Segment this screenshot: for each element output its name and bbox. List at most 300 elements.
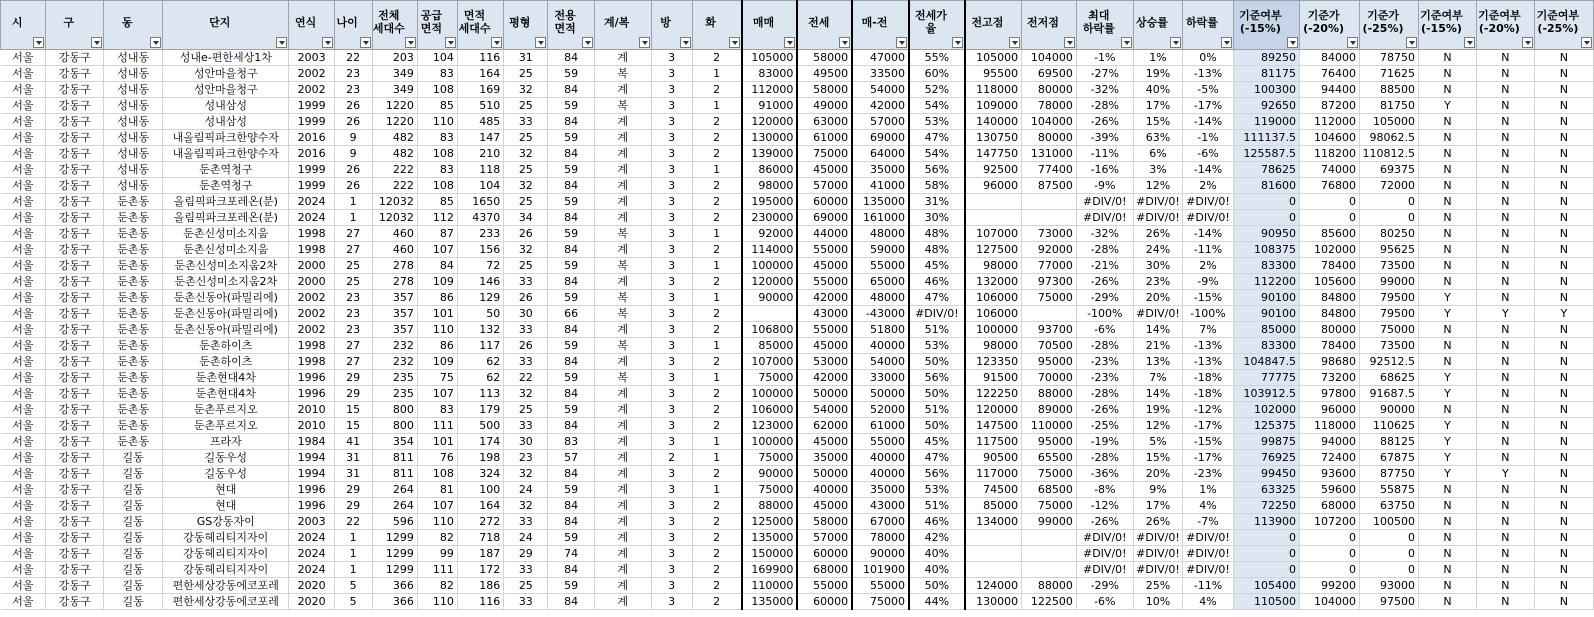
table-cell[interactable]: 6%: [1133, 146, 1182, 162]
table-cell[interactable]: 59: [548, 226, 594, 242]
table-cell[interactable]: 106000: [965, 290, 1022, 306]
table-cell[interactable]: 계: [594, 178, 651, 194]
filter-dropdown-icon[interactable]: [1287, 37, 1298, 48]
table-cell[interactable]: 3: [651, 546, 692, 562]
table-cell[interactable]: N: [1476, 354, 1534, 370]
table-cell[interactable]: 111: [417, 418, 457, 434]
table-cell[interactable]: 계: [594, 274, 651, 290]
table-cell[interactable]: 95000: [1022, 434, 1077, 450]
table-cell[interactable]: 0: [1300, 530, 1360, 546]
table-cell[interactable]: 67000: [852, 514, 909, 530]
table-cell[interactable]: 강동구: [46, 498, 104, 514]
table-cell[interactable]: 둔촌푸르지오: [163, 402, 289, 418]
table-cell[interactable]: 길동: [104, 498, 163, 514]
table-cell[interactable]: 83300: [1233, 338, 1299, 354]
table-cell[interactable]: N: [1476, 338, 1534, 354]
table-cell[interactable]: 72: [457, 258, 503, 274]
table-cell[interactable]: 83: [417, 66, 457, 82]
table-cell[interactable]: 92500: [965, 162, 1022, 178]
table-cell[interactable]: 길동우성: [163, 450, 289, 466]
table-cell[interactable]: 87750: [1360, 466, 1419, 482]
table-cell[interactable]: 94400: [1300, 82, 1360, 98]
table-cell[interactable]: #DIV/0!: [1076, 562, 1133, 578]
table-cell[interactable]: 132000: [965, 274, 1022, 290]
table-cell[interactable]: 25: [504, 66, 548, 82]
table-cell[interactable]: 102000: [1233, 402, 1299, 418]
table-cell[interactable]: 1999: [289, 178, 334, 194]
table-cell[interactable]: 75000: [742, 450, 798, 466]
table-cell[interactable]: 강동구: [46, 130, 104, 146]
table-cell[interactable]: 195000: [742, 194, 798, 210]
table-cell[interactable]: 69500: [1022, 66, 1077, 82]
table-cell[interactable]: 강동헤리티지자이: [163, 530, 289, 546]
table-cell[interactable]: N: [1476, 146, 1534, 162]
table-cell[interactable]: 3: [651, 594, 692, 610]
table-cell[interactable]: 120000: [742, 114, 798, 130]
table-cell[interactable]: 성내삼성: [163, 114, 289, 130]
table-cell[interactable]: 23: [334, 66, 372, 82]
table-cell[interactable]: N: [1534, 530, 1593, 546]
table-cell[interactable]: 88000: [1022, 578, 1077, 594]
table-cell[interactable]: 58000: [797, 50, 852, 66]
table-cell[interactable]: 0: [1360, 562, 1419, 578]
table-cell[interactable]: 2024: [289, 194, 334, 210]
table-cell[interactable]: 강동구: [46, 50, 104, 66]
table-cell[interactable]: 101900: [852, 562, 909, 578]
table-cell[interactable]: 성내동: [104, 98, 163, 114]
table-cell[interactable]: N: [1476, 402, 1534, 418]
table-cell[interactable]: 32: [504, 242, 548, 258]
table-cell[interactable]: 1: [692, 290, 741, 306]
table-cell[interactable]: 30: [504, 434, 548, 450]
table-cell[interactable]: 서울: [1, 290, 46, 306]
table-cell[interactable]: 2024: [289, 530, 334, 546]
table-cell[interactable]: 33500: [852, 66, 909, 82]
table-cell[interactable]: 264: [372, 482, 417, 498]
table-cell[interactable]: 길동: [104, 562, 163, 578]
table-cell[interactable]: 서울: [1, 434, 46, 450]
table-cell[interactable]: 172: [457, 562, 503, 578]
table-cell[interactable]: 62: [457, 370, 503, 386]
table-cell[interactable]: 3: [651, 498, 692, 514]
column-header[interactable]: [742, 1, 798, 50]
table-cell[interactable]: 17%: [1133, 498, 1182, 514]
table-cell[interactable]: 84: [548, 82, 594, 98]
table-cell[interactable]: 42000: [797, 290, 852, 306]
column-header[interactable]: [965, 1, 1022, 50]
table-cell[interactable]: 99450: [1233, 466, 1299, 482]
table-cell[interactable]: 68500: [1022, 482, 1077, 498]
table-cell[interactable]: -14%: [1183, 226, 1234, 242]
table-cell[interactable]: 92000: [742, 226, 798, 242]
table-cell[interactable]: 84800: [1300, 290, 1360, 306]
table-cell[interactable]: 25: [334, 274, 372, 290]
table-cell[interactable]: 79500: [1360, 306, 1419, 322]
table-cell[interactable]: 156: [457, 242, 503, 258]
table-cell[interactable]: 45000: [797, 258, 852, 274]
table-cell[interactable]: 25: [504, 258, 548, 274]
table-cell[interactable]: 485: [457, 114, 503, 130]
table-cell[interactable]: -26%: [1076, 274, 1133, 290]
table-cell[interactable]: 29: [504, 546, 548, 562]
table-cell[interactable]: 1998: [289, 226, 334, 242]
table-cell[interactable]: 계: [594, 434, 651, 450]
table-cell[interactable]: 강동구: [46, 370, 104, 386]
table-cell[interactable]: N: [1419, 242, 1477, 258]
table-cell[interactable]: 57000: [797, 530, 852, 546]
table-cell[interactable]: 서울: [1, 242, 46, 258]
table-cell[interactable]: 올림픽파크포레온(분): [163, 194, 289, 210]
table-cell[interactable]: 59000: [852, 242, 909, 258]
table-cell[interactable]: N: [1419, 498, 1477, 514]
filter-dropdown-icon[interactable]: [445, 37, 456, 48]
table-cell[interactable]: N: [1476, 514, 1534, 530]
table-cell[interactable]: 114000: [742, 242, 798, 258]
table-cell[interactable]: 계: [594, 402, 651, 418]
table-cell[interactable]: 90100: [1233, 306, 1299, 322]
table-cell[interactable]: 5: [334, 594, 372, 610]
table-cell[interactable]: N: [1534, 162, 1593, 178]
table-cell[interactable]: 51800: [852, 322, 909, 338]
table-cell[interactable]: 54000: [852, 82, 909, 98]
table-cell[interactable]: 35000: [852, 482, 909, 498]
column-header[interactable]: [1, 1, 46, 50]
table-cell[interactable]: 강동구: [46, 354, 104, 370]
filter-dropdown-icon[interactable]: [491, 37, 502, 48]
table-cell[interactable]: 둔촌동: [104, 338, 163, 354]
table-cell[interactable]: 104000: [1022, 50, 1077, 66]
table-cell[interactable]: 1: [692, 226, 741, 242]
table-cell[interactable]: 91687.5: [1360, 386, 1419, 402]
table-cell[interactable]: N: [1476, 82, 1534, 98]
table-cell[interactable]: -28%: [1076, 98, 1133, 114]
table-cell[interactable]: 성내동: [104, 114, 163, 130]
table-cell[interactable]: 3: [651, 194, 692, 210]
table-cell[interactable]: 둔촌신동아(파밀리에): [163, 322, 289, 338]
table-cell[interactable]: N: [1476, 450, 1534, 466]
table-cell[interactable]: 79500: [1360, 290, 1419, 306]
table-cell[interactable]: #DIV/0!: [909, 306, 965, 322]
table-cell[interactable]: 2%: [1183, 178, 1234, 194]
table-cell[interactable]: 84: [548, 146, 594, 162]
column-header[interactable]: [1133, 1, 1182, 50]
table-cell[interactable]: 57000: [797, 178, 852, 194]
table-cell[interactable]: 9: [334, 130, 372, 146]
table-cell[interactable]: 2: [692, 114, 741, 130]
table-cell[interactable]: 48000: [852, 226, 909, 242]
table-cell[interactable]: 100300: [1233, 82, 1299, 98]
table-cell[interactable]: [965, 546, 1022, 562]
table-cell[interactable]: 73500: [1360, 258, 1419, 274]
table-cell[interactable]: 75: [417, 370, 457, 386]
table-cell[interactable]: 97800: [1300, 386, 1360, 402]
table-cell[interactable]: 55%: [909, 50, 965, 66]
table-cell[interactable]: 232: [372, 354, 417, 370]
table-cell[interactable]: 2002: [289, 82, 334, 98]
table-cell[interactable]: [1022, 562, 1077, 578]
table-cell[interactable]: 47000: [852, 50, 909, 66]
table-cell[interactable]: 1999: [289, 98, 334, 114]
table-cell[interactable]: 84: [548, 178, 594, 194]
table-cell[interactable]: 2024: [289, 546, 334, 562]
table-cell[interactable]: 98062.5: [1360, 130, 1419, 146]
table-cell[interactable]: N: [1534, 258, 1593, 274]
table-cell[interactable]: 130750: [965, 130, 1022, 146]
table-cell[interactable]: 둔촌현대4차: [163, 370, 289, 386]
table-cell[interactable]: N: [1476, 226, 1534, 242]
table-cell[interactable]: 42000: [852, 98, 909, 114]
table-cell[interactable]: 63325: [1233, 482, 1299, 498]
table-cell[interactable]: 75000: [1022, 466, 1077, 482]
table-cell[interactable]: 강동구: [46, 594, 104, 610]
table-cell[interactable]: N: [1534, 66, 1593, 82]
table-cell[interactable]: 70500: [1022, 338, 1077, 354]
table-cell[interactable]: 59: [548, 98, 594, 114]
table-cell[interactable]: 2024: [289, 562, 334, 578]
table-cell[interactable]: 59: [548, 370, 594, 386]
table-cell[interactable]: N: [1476, 114, 1534, 130]
table-cell[interactable]: 20%: [1133, 466, 1182, 482]
table-cell[interactable]: 계: [594, 130, 651, 146]
table-cell[interactable]: 104847.5: [1233, 354, 1299, 370]
table-cell[interactable]: 복: [594, 370, 651, 386]
table-cell[interactable]: 2: [692, 402, 741, 418]
table-cell[interactable]: 92512.5: [1360, 354, 1419, 370]
table-cell[interactable]: 둔촌동: [104, 290, 163, 306]
table-cell[interactable]: 84: [548, 242, 594, 258]
table-cell[interactable]: 111: [417, 562, 457, 578]
table-cell[interactable]: 둔촌신성미소지움2차: [163, 258, 289, 274]
column-header[interactable]: [1183, 1, 1234, 50]
table-cell[interactable]: 97500: [1360, 594, 1419, 610]
table-cell[interactable]: 2016: [289, 146, 334, 162]
table-cell[interactable]: [742, 306, 798, 322]
table-cell[interactable]: 112000: [1300, 114, 1360, 130]
table-cell[interactable]: 33: [504, 514, 548, 530]
table-cell[interactable]: 110812.5: [1360, 146, 1419, 162]
filter-dropdown-icon[interactable]: [91, 37, 102, 48]
table-cell[interactable]: N: [1534, 338, 1593, 354]
table-cell[interactable]: 둔촌동: [104, 274, 163, 290]
table-cell[interactable]: 117500: [965, 434, 1022, 450]
table-cell[interactable]: 4%: [1183, 594, 1234, 610]
table-cell[interactable]: 7%: [1133, 370, 1182, 386]
table-cell[interactable]: 3: [651, 578, 692, 594]
table-cell[interactable]: 성내동: [104, 130, 163, 146]
table-cell[interactable]: 강동구: [46, 322, 104, 338]
table-cell[interactable]: N: [1534, 466, 1593, 482]
table-cell[interactable]: 104: [417, 50, 457, 66]
table-cell[interactable]: 90000: [852, 546, 909, 562]
table-cell[interactable]: 26: [334, 114, 372, 130]
table-cell[interactable]: 107: [417, 386, 457, 402]
column-header[interactable]: [104, 1, 163, 50]
table-cell[interactable]: 96000: [965, 178, 1022, 194]
filter-dropdown-icon[interactable]: [1406, 37, 1417, 48]
table-cell[interactable]: 강동헤리티지자이: [163, 546, 289, 562]
table-cell[interactable]: 53%: [909, 338, 965, 354]
table-cell[interactable]: 100000: [742, 258, 798, 274]
column-header[interactable]: [417, 1, 457, 50]
table-cell[interactable]: 186: [457, 578, 503, 594]
table-cell[interactable]: N: [1476, 386, 1534, 402]
table-cell[interactable]: 56%: [909, 466, 965, 482]
table-cell[interactable]: 44000: [797, 226, 852, 242]
filter-dropdown-icon[interactable]: [680, 37, 691, 48]
table-cell[interactable]: 60000: [797, 194, 852, 210]
table-cell[interactable]: 64000: [852, 146, 909, 162]
column-header[interactable]: [1233, 1, 1299, 50]
table-cell[interactable]: -100%: [1076, 306, 1133, 322]
table-cell[interactable]: 33: [504, 418, 548, 434]
table-cell[interactable]: N: [1419, 114, 1477, 130]
table-cell[interactable]: 45000: [797, 434, 852, 450]
table-cell[interactable]: 계: [594, 242, 651, 258]
table-cell[interactable]: -39%: [1076, 130, 1133, 146]
table-cell[interactable]: #DIV/0!: [1183, 530, 1234, 546]
table-cell[interactable]: -26%: [1076, 114, 1133, 130]
table-cell[interactable]: 서울: [1, 338, 46, 354]
table-cell[interactable]: 50000: [852, 386, 909, 402]
table-cell[interactable]: 83000: [742, 66, 798, 82]
table-cell[interactable]: 210: [457, 146, 503, 162]
filter-dropdown-icon[interactable]: [639, 37, 650, 48]
table-cell[interactable]: 3: [651, 98, 692, 114]
table-cell[interactable]: 179: [457, 402, 503, 418]
table-cell[interactable]: N: [1419, 226, 1477, 242]
table-cell[interactable]: -14%: [1183, 162, 1234, 178]
table-cell[interactable]: 17%: [1133, 98, 1182, 114]
table-cell[interactable]: 31%: [909, 194, 965, 210]
table-cell[interactable]: N: [1419, 482, 1477, 498]
table-cell[interactable]: 50%: [909, 578, 965, 594]
filter-dropdown-icon[interactable]: [405, 37, 416, 48]
table-cell[interactable]: N: [1534, 546, 1593, 562]
table-cell[interactable]: -6%: [1076, 322, 1133, 338]
table-cell[interactable]: 3: [651, 290, 692, 306]
table-cell[interactable]: 69375: [1360, 162, 1419, 178]
column-header[interactable]: [692, 1, 741, 50]
table-cell[interactable]: 92650: [1233, 98, 1299, 114]
table-cell[interactable]: 48%: [909, 226, 965, 242]
table-cell[interactable]: 357: [372, 322, 417, 338]
column-header[interactable]: [289, 1, 334, 50]
table-cell[interactable]: 서울: [1, 562, 46, 578]
table-cell[interactable]: 59: [548, 162, 594, 178]
filter-dropdown-icon[interactable]: [33, 37, 44, 48]
table-cell[interactable]: 74: [548, 546, 594, 562]
filter-dropdown-icon[interactable]: [896, 37, 907, 48]
table-cell[interactable]: 25: [504, 98, 548, 114]
table-cell[interactable]: 서울: [1, 482, 46, 498]
table-cell[interactable]: 25: [334, 258, 372, 274]
table-cell[interactable]: N: [1534, 322, 1593, 338]
table-cell[interactable]: 40%: [909, 562, 965, 578]
table-cell[interactable]: 91000: [742, 98, 798, 114]
table-cell[interactable]: Y: [1419, 466, 1477, 482]
table-cell[interactable]: #DIV/0!: [1076, 194, 1133, 210]
filter-dropdown-icon[interactable]: [1121, 37, 1132, 48]
table-cell[interactable]: N: [1534, 50, 1593, 66]
table-cell[interactable]: 33: [504, 322, 548, 338]
table-cell[interactable]: 55000: [797, 242, 852, 258]
table-cell[interactable]: N: [1419, 530, 1477, 546]
table-cell[interactable]: -11%: [1183, 578, 1234, 594]
table-cell[interactable]: 68000: [1300, 498, 1360, 514]
table-cell[interactable]: 3: [651, 402, 692, 418]
table-cell[interactable]: 26: [504, 338, 548, 354]
table-cell[interactable]: 187: [457, 546, 503, 562]
table-cell[interactable]: 278: [372, 258, 417, 274]
table-cell[interactable]: 서울: [1, 178, 46, 194]
table-cell[interactable]: 둔촌동: [104, 386, 163, 402]
table-cell[interactable]: 45000: [797, 498, 852, 514]
table-cell[interactable]: 59: [548, 194, 594, 210]
table-cell[interactable]: 174: [457, 434, 503, 450]
table-cell[interactable]: 222: [372, 162, 417, 178]
table-cell[interactable]: 77775: [1233, 370, 1299, 386]
table-cell[interactable]: 15%: [1133, 114, 1182, 130]
table-cell[interactable]: 31: [334, 466, 372, 482]
table-cell[interactable]: 25: [504, 402, 548, 418]
table-cell[interactable]: 130000: [965, 594, 1022, 610]
table-cell[interactable]: 85000: [742, 338, 798, 354]
table-cell[interactable]: 90000: [742, 466, 798, 482]
filter-dropdown-icon[interactable]: [839, 37, 850, 48]
table-cell[interactable]: N: [1419, 594, 1477, 610]
table-cell[interactable]: 107000: [742, 354, 798, 370]
table-cell[interactable]: 74000: [1300, 162, 1360, 178]
table-cell[interactable]: 강동구: [46, 562, 104, 578]
table-cell[interactable]: 0: [1360, 530, 1419, 546]
table-cell[interactable]: 65000: [852, 274, 909, 290]
table-cell[interactable]: 105000: [965, 50, 1022, 66]
table-cell[interactable]: Y: [1476, 466, 1534, 482]
table-cell[interactable]: 30: [504, 306, 548, 322]
table-cell[interactable]: 108: [417, 466, 457, 482]
table-cell[interactable]: 15: [334, 418, 372, 434]
table-cell[interactable]: 2: [692, 498, 741, 514]
table-cell[interactable]: 강동구: [46, 274, 104, 290]
table-cell[interactable]: 232: [372, 338, 417, 354]
table-cell[interactable]: 54000: [797, 402, 852, 418]
table-cell[interactable]: 105600: [1300, 274, 1360, 290]
table-cell[interactable]: 49500: [797, 66, 852, 82]
table-cell[interactable]: 2002: [289, 290, 334, 306]
table-cell[interactable]: 99: [417, 546, 457, 562]
table-cell[interactable]: 75000: [1022, 498, 1077, 514]
table-cell[interactable]: 서울: [1, 530, 46, 546]
table-cell[interactable]: N: [1534, 450, 1593, 466]
table-cell[interactable]: [965, 562, 1022, 578]
table-cell[interactable]: 0: [1233, 210, 1299, 226]
table-cell[interactable]: 86: [417, 290, 457, 306]
table-cell[interactable]: 29: [334, 386, 372, 402]
table-cell[interactable]: 98680: [1300, 354, 1360, 370]
table-cell[interactable]: 22: [504, 370, 548, 386]
table-cell[interactable]: 0: [1300, 546, 1360, 562]
table-cell[interactable]: 2: [692, 546, 741, 562]
table-cell[interactable]: 0: [1360, 194, 1419, 210]
table-cell[interactable]: 84: [548, 498, 594, 514]
column-header[interactable]: [1360, 1, 1419, 50]
table-cell[interactable]: 76: [417, 450, 457, 466]
table-cell[interactable]: 26: [334, 98, 372, 114]
table-cell[interactable]: 41000: [852, 178, 909, 194]
table-cell[interactable]: N: [1534, 498, 1593, 514]
table-cell[interactable]: 59600: [1300, 482, 1360, 498]
table-cell[interactable]: 24: [504, 482, 548, 498]
